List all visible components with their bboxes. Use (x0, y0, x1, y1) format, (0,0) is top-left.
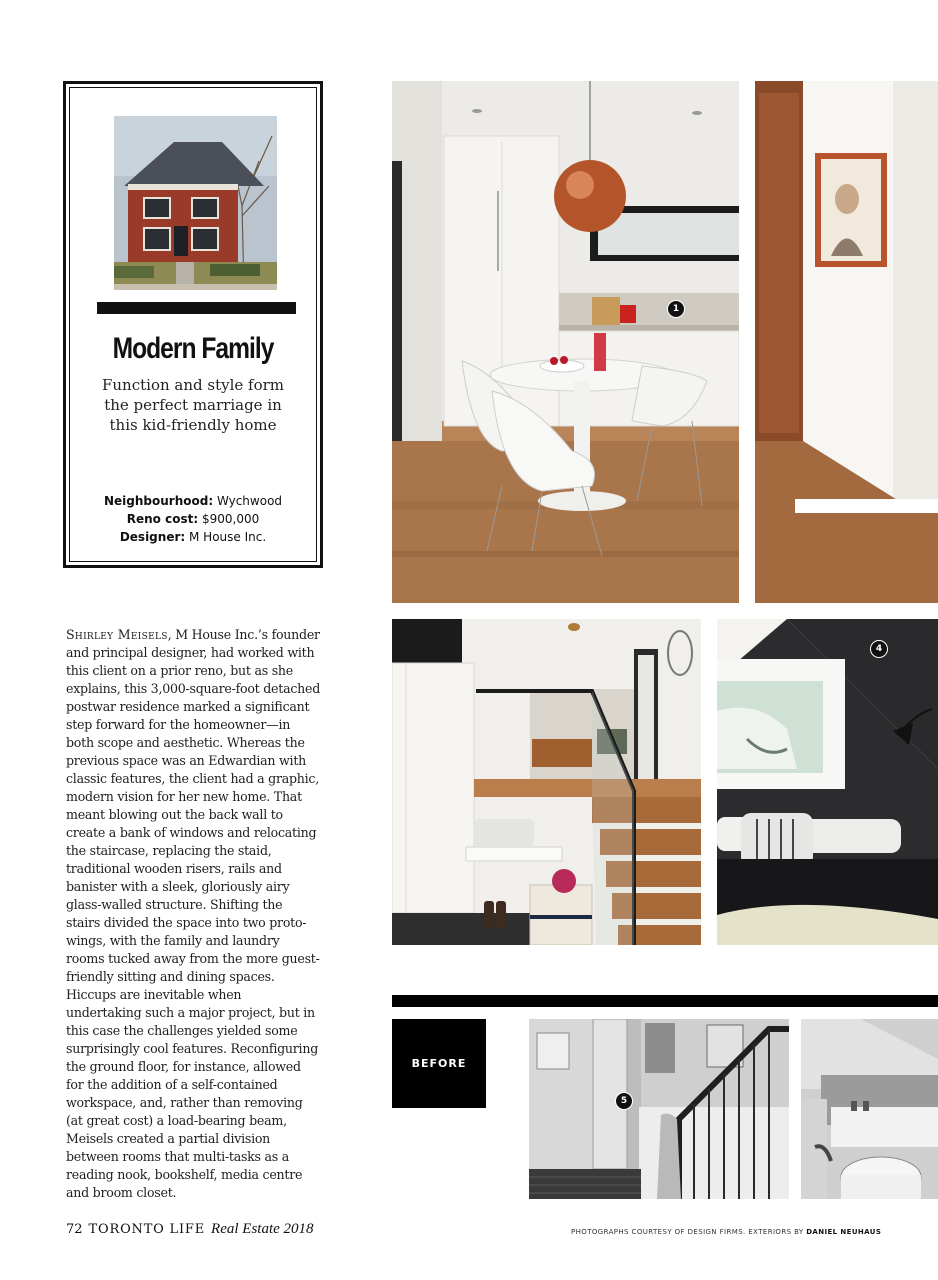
card-divider-bar (97, 302, 296, 314)
bedroom-photo (717, 619, 938, 945)
house-exterior-photo (114, 116, 277, 290)
fact-label: Reno cost: (126, 512, 199, 526)
page-number: 72 (66, 1222, 83, 1237)
fact-designer (70, 528, 316, 546)
photo-number-badge: 4 (870, 640, 888, 658)
credits-photographer: DANIEL NEUHAUS (806, 1228, 882, 1236)
before-section-rule (392, 995, 938, 1007)
article-body (66, 626, 320, 1202)
page-folio (66, 1221, 314, 1238)
info-card (63, 81, 323, 568)
fact-value: $900,000 (201, 512, 260, 526)
staircase-photo (392, 619, 701, 945)
fact-neighbourhood (70, 492, 316, 510)
article-lede: Shirley Meisels (66, 627, 168, 642)
before-bathroom-photo (801, 1019, 938, 1199)
fact-reno-cost (70, 510, 316, 528)
photo-number-badge: 1 (667, 300, 685, 318)
project-facts (70, 492, 316, 546)
magazine-name: TORONTO LIFE (88, 1222, 206, 1237)
article-text: , M House Inc.’s founder and principal designer, had worked with this client on a prior reno, but as she explains, this 3,000-square-foot detached postwar residence marked a significant step forward for the homeowner—in both scope and aesthetic. Whereas the previous space was an Edwardian with classic features, the client had a graphic, modern vision for her new home. That meant blowing out the back wall to create a bank of windows and relocating the staircase, replacing the staid, traditional wooden risers, rails and banister with a sleek, gloriously airy glass-walled structure. Shifting the stairs divided the space into two proto-wings, with the family and laundry rooms tucked away from the more guest-friendly sitting and dining spaces. Hiccups are inevitable when undertaking such a major project, but in this case the challenges yielded some surprisingly cool features. Reconfiguring the ground floor, for instance, allowed for the addition of a self-contained workspace, and, rather than removing (at great cost) a load-bearing beam, Meisels created a partial division between rooms that multi-tasks as a reading nook, bookshelf, media centre and broom closet. (66, 627, 321, 1200)
story-subtitle: Function and style form the perfect marriage in this kid-friendly home (101, 376, 284, 434)
fact-label: Neighbourhood: (103, 494, 214, 508)
dining-kitchen-photo (392, 81, 739, 603)
fact-value: M House Inc. (189, 530, 267, 544)
story-title: Modern Family (112, 332, 274, 365)
before-label: BEFORE (392, 1019, 486, 1108)
info-card-inner-border (69, 87, 317, 562)
fact-label: Designer: (119, 530, 186, 544)
hallway-portrait-photo (755, 81, 938, 603)
fact-value: Wychwood (216, 494, 283, 508)
issue-name: Real Estate 2018 (211, 1221, 314, 1237)
photo-number-badge: 5 (615, 1092, 633, 1110)
photo-credits (571, 1228, 881, 1236)
credits-text: PHOTOGRAPHS COURTESY OF DESIGN FIRMS. EXTERIORS BY (571, 1228, 804, 1236)
before-hallway-photo (529, 1019, 789, 1199)
